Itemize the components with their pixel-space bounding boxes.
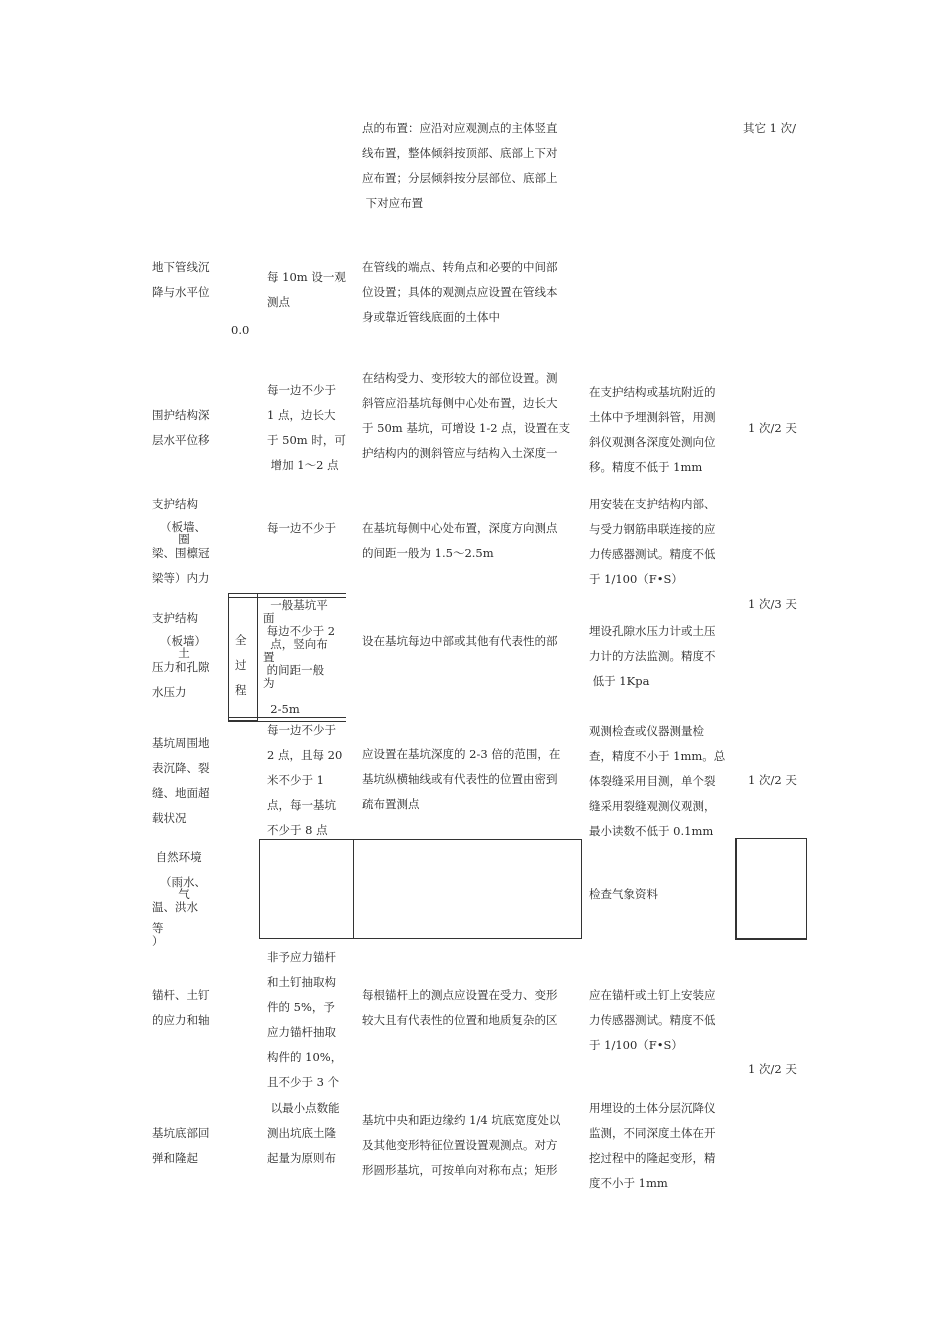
cell-r8-method: 用埋设的土体分层沉降仪 监测，不同深度土体在开 挖过程中的隆起变形，精 度不小于 1mm (589, 1101, 716, 1190)
cell-r6-method: 检查气象资料 (589, 887, 658, 901)
cell-r2-pos: 在结构受力、变形较大的部位设置。测 斜管应沿基坑每侧中心处布置，边长大 于 50m 基坑，可增设 1-2 点，设置在支 护结构内的测斜管应与结构入土深度一 (362, 371, 571, 460)
cell-r5-item: 基坑周围地 表沉降、裂 缝、地面超 载状况 (152, 736, 210, 825)
cell-r8-pos: 基坑中央和距边缘约 1/4 坑底宽度处以 及其他变形特征位置设置观测点。对方 形圆形基坑，可按单向对称布点；矩形 (362, 1113, 561, 1177)
cell-r4-item-b: （板墙） 土 (160, 634, 206, 660)
cell-r5-freq: 1 次/2 天 (748, 773, 797, 787)
cell-r8-item: 基坑底部回 弹和隆起 (152, 1126, 210, 1165)
cell-r78-freq: 1 次/2 天 (748, 1062, 797, 1076)
cell-r2-method: 在支护结构或基坑附近的 土体中予埋测斜管，用测 斜仪观测各深度处测向位 移。精度不低于 1mm (589, 385, 716, 474)
cell-r3-method: 用安装在支护结构内部、 与受力钢筋串联连接的应 力传感器测试。精度不低 于 1/100（F•S） (589, 497, 716, 586)
cell-r1-item: 地下管线沉 降与水平位 (152, 260, 210, 299)
cell-r7-qty: 非予应力锚杆 和土钉抽取构 件的 5%，予 应力锚杆抽取 构件的 10%， 且不少于 3 个 (267, 950, 343, 1089)
cell-r7-method: 应在锚杆或土钉上安装应 力传感器测试。精度不低 于 1/100（F•S） (589, 988, 716, 1052)
cell-r34-freq: 1 次/3 天 (748, 597, 797, 611)
cell-r4-qty: 一般基坑平 面 每边不少于 2 点，竖向布 置 的间距一般 为 2-5m (263, 598, 336, 716)
cell-r1-val: 0.0 (231, 323, 250, 337)
cell-r5-method: 观测检查或仪器测量检 查，精度不小于 1mm。总 体裂缝采用目测，单个裂 缝采用裂缝观测仪观测， 最小读数不低于 0.1mm (589, 724, 726, 838)
cell-r3-qty: 每一边不少于 (267, 521, 336, 535)
cell-r8-qty: 以最小点数能 测出坑底土隆 起量为原则布 (267, 1101, 340, 1165)
cell-r4-phase: 全 过 程 (235, 633, 247, 697)
cell-top-freq: 其它 1 次/ (743, 121, 797, 135)
cell-r2-freq: 1 次/2 天 (748, 421, 797, 435)
nature-row-qty-cell (259, 839, 354, 939)
cell-r4-pos: 设在基坑每边中部或其他有代表性的部 (362, 634, 558, 648)
cell-r1-pos: 在管线的端点、转角点和必要的中间部 位设置；具体的观测点应设置在管线本 身或靠近管线底面的土体中 (362, 260, 558, 324)
cell-r3-pos: 在基坑每侧中心处布置，深度方向测点 的间距一般为 1.5～2.5m (362, 521, 558, 560)
cell-r7-pos: 每根锚杆上的测点应设置在受力、变形 较大且有代表性的位置和地质复杂的区 (362, 988, 558, 1027)
cell-r4-method: 埋设孔隙水压力计或土压 力计的方法监测。精度不 低于 1Kpa (589, 624, 716, 688)
cell-r5-pos: 应设置在基坑深度的 2-3 倍的范围，在 基坑纵横轴线或有代表性的位置由密到 疏布置测点 (362, 747, 561, 811)
cell-r2-item: 围护结构深 层水平位移 (152, 408, 210, 447)
cell-r4-item-a: 支护结构 (152, 611, 198, 625)
cell-r6-item-c: 温、洪水 (152, 900, 198, 914)
nature-row-pos-cell (353, 839, 582, 939)
cell-r7-item: 锚杆、土钉 的应力和轴 (152, 988, 210, 1027)
cell-r5-qty: 每一边不少于 2 点，且每 20 米不少于 1 点，每一基坑 不少于 8 点 (267, 723, 343, 837)
cell-top-desc: 点的布置：应沿对应观测点的主体竖直 线布置，整体倾斜按顶部、底部上下对 应布置；分层倾斜按分层部位、底部上 下对应布置 (362, 121, 558, 210)
cell-r6-item-a: 自然环境 (152, 850, 202, 864)
cell-r3-item-c: 梁、围檩冠 梁等）内力 (152, 546, 210, 585)
phase-row-top-rule (228, 593, 346, 594)
cell-r4-item-c: 压力和孔隙 水压力 (152, 660, 210, 699)
cell-r6-item-b: （雨水、 气 (160, 875, 206, 901)
cell-r1-qty: 每 10m 设一观 测点 (267, 270, 346, 309)
cell-r6-item-d: 等 ） (152, 921, 164, 948)
nature-row-freq-cell (735, 838, 807, 940)
cell-r3-item-b: （板墙、 圈 (160, 520, 206, 546)
cell-r3-item-a: 支护结构 (152, 497, 198, 511)
cell-r2-qty: 每一边不少于 1 点，边长大 于 50m 时，可 增加 1～2 点 (267, 383, 346, 472)
